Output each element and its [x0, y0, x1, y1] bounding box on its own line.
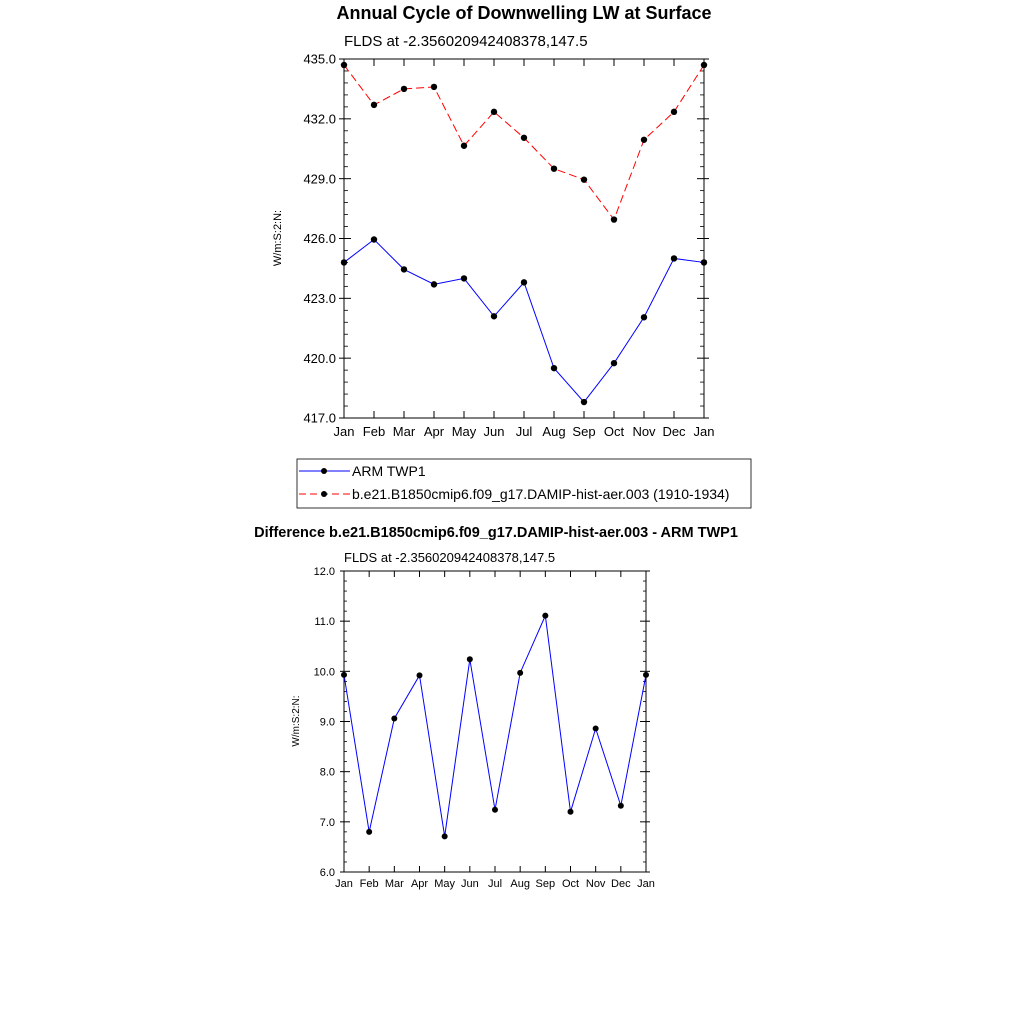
x-tick-label: Oct — [603, 424, 625, 439]
chart-difference — [254, 525, 738, 890]
data-point-0 — [568, 809, 574, 815]
chart1-subtitle: FLDS at -2.356020942408378,147.5 — [344, 33, 588, 50]
y-tick-label: 9.0 — [319, 716, 335, 729]
chart2-series — [341, 613, 649, 840]
data-point-0 — [341, 672, 347, 678]
data-point-1 — [401, 86, 407, 92]
chart2-plot-frame — [344, 571, 646, 872]
x-tick-label: Oct — [561, 878, 580, 890]
y-tick-label: 429.0 — [303, 171, 336, 187]
chart2-title: Difference b.e21.B1850cmip6.f09_g17.DAMIP-hist-aer.003 - ARM TWP1 — [254, 525, 738, 541]
data-point-0 — [671, 255, 677, 261]
data-point-0 — [341, 259, 347, 265]
data-point-1 — [581, 176, 587, 182]
chart2-y-axis-label: W/m:S:2:N: — [291, 695, 302, 747]
data-point-0 — [643, 672, 649, 678]
x-tick-label: Jan — [637, 878, 655, 890]
x-tick-label: Jul — [515, 424, 533, 439]
y-tick-label: 435.0 — [303, 51, 336, 67]
y-tick-label: 417.0 — [303, 410, 336, 426]
data-point-0 — [467, 656, 473, 662]
data-point-0 — [442, 833, 448, 839]
chart-annual-cycle — [272, 3, 751, 508]
x-tick-label: Dec — [611, 878, 631, 890]
legend-label-arm: ARM TWP1 — [352, 463, 426, 479]
data-point-0 — [366, 829, 372, 835]
data-point-0 — [491, 313, 497, 319]
data-point-0 — [611, 360, 617, 366]
x-tick-label: Sep — [535, 878, 556, 890]
x-tick-label: Jun — [483, 424, 505, 439]
x-tick-label: Jun — [460, 878, 479, 890]
x-tick-label: Mar — [392, 424, 416, 439]
y-tick-label: 7.0 — [319, 816, 335, 829]
data-point-0 — [417, 672, 423, 678]
x-tick-label: Sep — [572, 424, 596, 439]
chart1-series — [341, 62, 707, 405]
data-point-1 — [461, 143, 467, 149]
data-point-1 — [611, 216, 617, 222]
data-point-0 — [431, 281, 437, 287]
y-tick-label: 12.0 — [313, 565, 335, 578]
data-point-1 — [491, 109, 497, 115]
data-point-0 — [391, 715, 397, 721]
y-tick-label: 8.0 — [319, 766, 335, 779]
y-tick-label: 423.0 — [303, 291, 336, 307]
chart2-subtitle: FLDS at -2.356020942408378,147.5 — [344, 550, 556, 565]
data-point-0 — [521, 279, 527, 285]
data-point-0 — [542, 613, 548, 619]
data-point-1 — [701, 62, 707, 68]
x-tick-label: Jan — [333, 424, 355, 439]
data-point-1 — [551, 165, 557, 171]
y-tick-label: 6.0 — [319, 866, 335, 879]
chart1-y-axis-label: W/m:S:2:N: — [272, 209, 284, 267]
data-point-0 — [492, 807, 498, 813]
chart2-ticks — [340, 571, 650, 872]
chart1-y-tick-labels — [303, 52, 336, 426]
series-line-0 — [344, 616, 646, 837]
x-tick-label: Aug — [542, 424, 566, 439]
data-point-1 — [371, 102, 377, 108]
x-tick-label: Nov — [585, 878, 606, 890]
legend-marker-model — [321, 491, 327, 497]
data-point-1 — [341, 62, 347, 68]
x-tick-label: Apr — [423, 424, 445, 439]
data-point-0 — [618, 803, 624, 809]
x-tick-label: Dec — [662, 424, 686, 439]
y-tick-label: 11.0 — [314, 616, 335, 629]
data-point-1 — [671, 109, 677, 115]
chart1-title: Annual Cycle of Downwelling LW at Surface — [336, 3, 712, 23]
x-tick-label: Jan — [693, 424, 715, 439]
y-tick-label: 420.0 — [303, 350, 336, 366]
x-tick-label: May — [451, 424, 477, 439]
x-tick-label: Mar — [384, 878, 404, 890]
legend-label-model: b.e21.B1850cmip6.f09_g17.DAMIP-hist-aer.003 (1910-1934) — [352, 486, 730, 502]
data-point-0 — [401, 266, 407, 272]
data-point-0 — [641, 314, 647, 320]
x-tick-label: Nov — [632, 424, 656, 439]
chart1-x-tick-labels — [334, 424, 715, 439]
series-line-1 — [344, 65, 704, 220]
data-point-0 — [371, 236, 377, 242]
chart2-x-tick-labels — [335, 878, 655, 890]
y-tick-label: 426.0 — [303, 231, 336, 247]
x-tick-label: Feb — [362, 424, 386, 439]
legend-marker-arm — [321, 468, 327, 474]
x-tick-label: Feb — [359, 878, 379, 890]
series-line-0 — [344, 239, 704, 402]
data-point-0 — [593, 726, 599, 732]
chart1-ticks — [339, 59, 709, 418]
data-point-1 — [431, 84, 437, 90]
x-tick-label: Aug — [510, 878, 530, 890]
data-point-0 — [461, 275, 467, 281]
chart2-y-tick-labels — [314, 566, 335, 879]
x-tick-label: May — [434, 878, 456, 890]
data-point-0 — [581, 399, 587, 405]
data-point-1 — [521, 135, 527, 141]
chart1-plot-frame — [344, 59, 704, 418]
x-tick-label: Apr — [410, 878, 429, 890]
data-point-0 — [701, 259, 707, 265]
x-tick-label: Jan — [335, 878, 353, 890]
x-tick-label: Jul — [487, 878, 503, 890]
data-point-0 — [551, 365, 557, 371]
y-tick-label: 432.0 — [303, 111, 336, 127]
chart1-legend — [297, 459, 751, 508]
y-tick-label: 10.0 — [313, 666, 335, 679]
data-point-0 — [517, 670, 523, 676]
data-point-1 — [641, 137, 647, 143]
